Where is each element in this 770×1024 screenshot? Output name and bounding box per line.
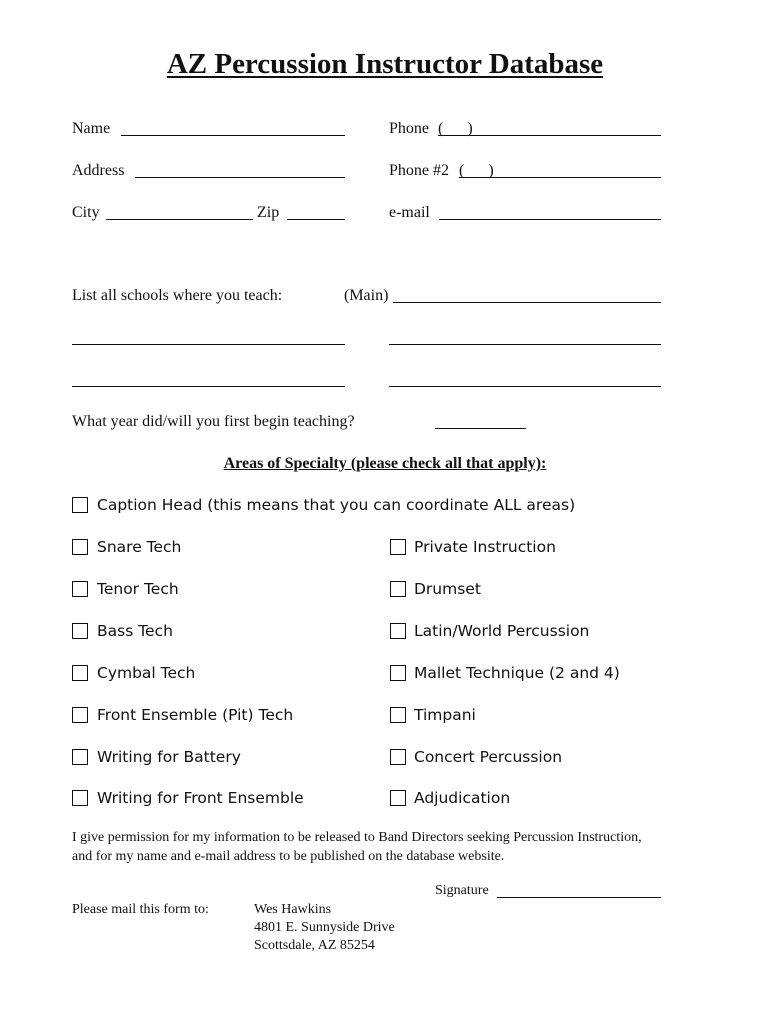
tenor-tech-label: Tenor Tech xyxy=(97,580,179,598)
tenor-tech-checkbox[interactable] xyxy=(72,581,88,597)
signature-label: Signature xyxy=(435,883,489,898)
phone2-area-code: ( ) xyxy=(459,162,494,179)
phone-area-code: ( ) xyxy=(438,120,473,137)
adjudication-checkbox[interactable] xyxy=(390,790,406,806)
caption-head-checkbox[interactable] xyxy=(72,497,88,513)
city-label: City xyxy=(72,204,100,221)
latin-world-label: Latin/World Percussion xyxy=(414,622,590,640)
year-question: What year did/will you first begin teaching? xyxy=(72,413,355,430)
adjudication-label: Adjudication xyxy=(414,789,511,807)
main-school-field[interactable] xyxy=(393,302,661,303)
writing-front-ensemble-checkbox[interactable] xyxy=(72,790,88,806)
cymbal-tech-label: Cymbal Tech xyxy=(97,664,196,682)
phone2-label: Phone #2 xyxy=(389,162,449,179)
name-field[interactable] xyxy=(121,135,345,136)
main-school-label: (Main) xyxy=(344,287,389,304)
front-ensemble-tech-label: Front Ensemble (Pit) Tech xyxy=(97,706,294,724)
concert-percussion-checkbox[interactable] xyxy=(390,749,406,765)
city-field[interactable] xyxy=(106,219,253,220)
signature-field[interactable] xyxy=(497,897,661,898)
mail-street: 4801 E. Sunnyside Drive xyxy=(254,920,395,935)
private-instruction-label: Private Instruction xyxy=(414,538,556,556)
timpani-label: Timpani xyxy=(414,706,476,724)
caption-head-label: Caption Head (this means that you can coordinate ALL areas) xyxy=(97,496,576,514)
email-field[interactable] xyxy=(439,219,661,220)
address-field[interactable] xyxy=(135,177,345,178)
snare-tech-label: Snare Tech xyxy=(97,538,182,556)
front-ensemble-tech-checkbox[interactable] xyxy=(72,707,88,723)
permission-line-1: I give permission for my information to be released to Band Directors seeking Percussion Instruction, xyxy=(72,830,642,845)
name-label: Name xyxy=(72,120,111,137)
private-instruction-checkbox[interactable] xyxy=(390,539,406,555)
form-title-text: AZ Percussion Instructor Database xyxy=(166,48,604,80)
phone2-field[interactable] xyxy=(459,177,661,178)
phone-label: Phone xyxy=(389,120,429,137)
drumset-label: Drumset xyxy=(414,580,481,598)
writing-front-ensemble-label: Writing for Front Ensemble xyxy=(97,789,304,807)
cymbal-tech-checkbox[interactable] xyxy=(72,665,88,681)
writing-battery-label: Writing for Battery xyxy=(97,748,241,766)
mail-name: Wes Hawkins xyxy=(254,902,332,917)
concert-percussion-label: Concert Percussion xyxy=(414,748,563,766)
email-label: e-mail xyxy=(389,204,430,221)
mallet-technique-label: Mallet Technique (2 and 4) xyxy=(414,664,620,682)
mallet-technique-checkbox[interactable] xyxy=(390,665,406,681)
bass-tech-label: Bass Tech xyxy=(97,622,173,640)
permission-line-2: and for my name and e-mail address to be published on the database website. xyxy=(72,849,505,864)
phone-field[interactable] xyxy=(438,135,661,136)
latin-world-checkbox[interactable] xyxy=(390,623,406,639)
timpani-checkbox[interactable] xyxy=(390,707,406,723)
snare-tech-checkbox[interactable] xyxy=(72,539,88,555)
bass-tech-checkbox[interactable] xyxy=(72,623,88,639)
writing-battery-checkbox[interactable] xyxy=(72,749,88,765)
specialty-heading: Areas of Specialty (please check all that apply): xyxy=(223,455,547,472)
school-field[interactable] xyxy=(389,344,661,345)
school-field[interactable] xyxy=(72,386,345,387)
year-field[interactable] xyxy=(435,428,526,429)
zip-label: Zip xyxy=(257,204,280,221)
form-title xyxy=(0,48,770,81)
school-field[interactable] xyxy=(389,386,661,387)
zip-field[interactable] xyxy=(287,219,345,220)
school-field[interactable] xyxy=(72,344,345,345)
mail-city: Scottsdale, AZ 85254 xyxy=(254,938,375,953)
address-label: Address xyxy=(72,162,125,179)
mail-label: Please mail this form to: xyxy=(72,902,209,917)
schools-prompt: List all schools where you teach: xyxy=(72,287,283,304)
drumset-checkbox[interactable] xyxy=(390,581,406,597)
